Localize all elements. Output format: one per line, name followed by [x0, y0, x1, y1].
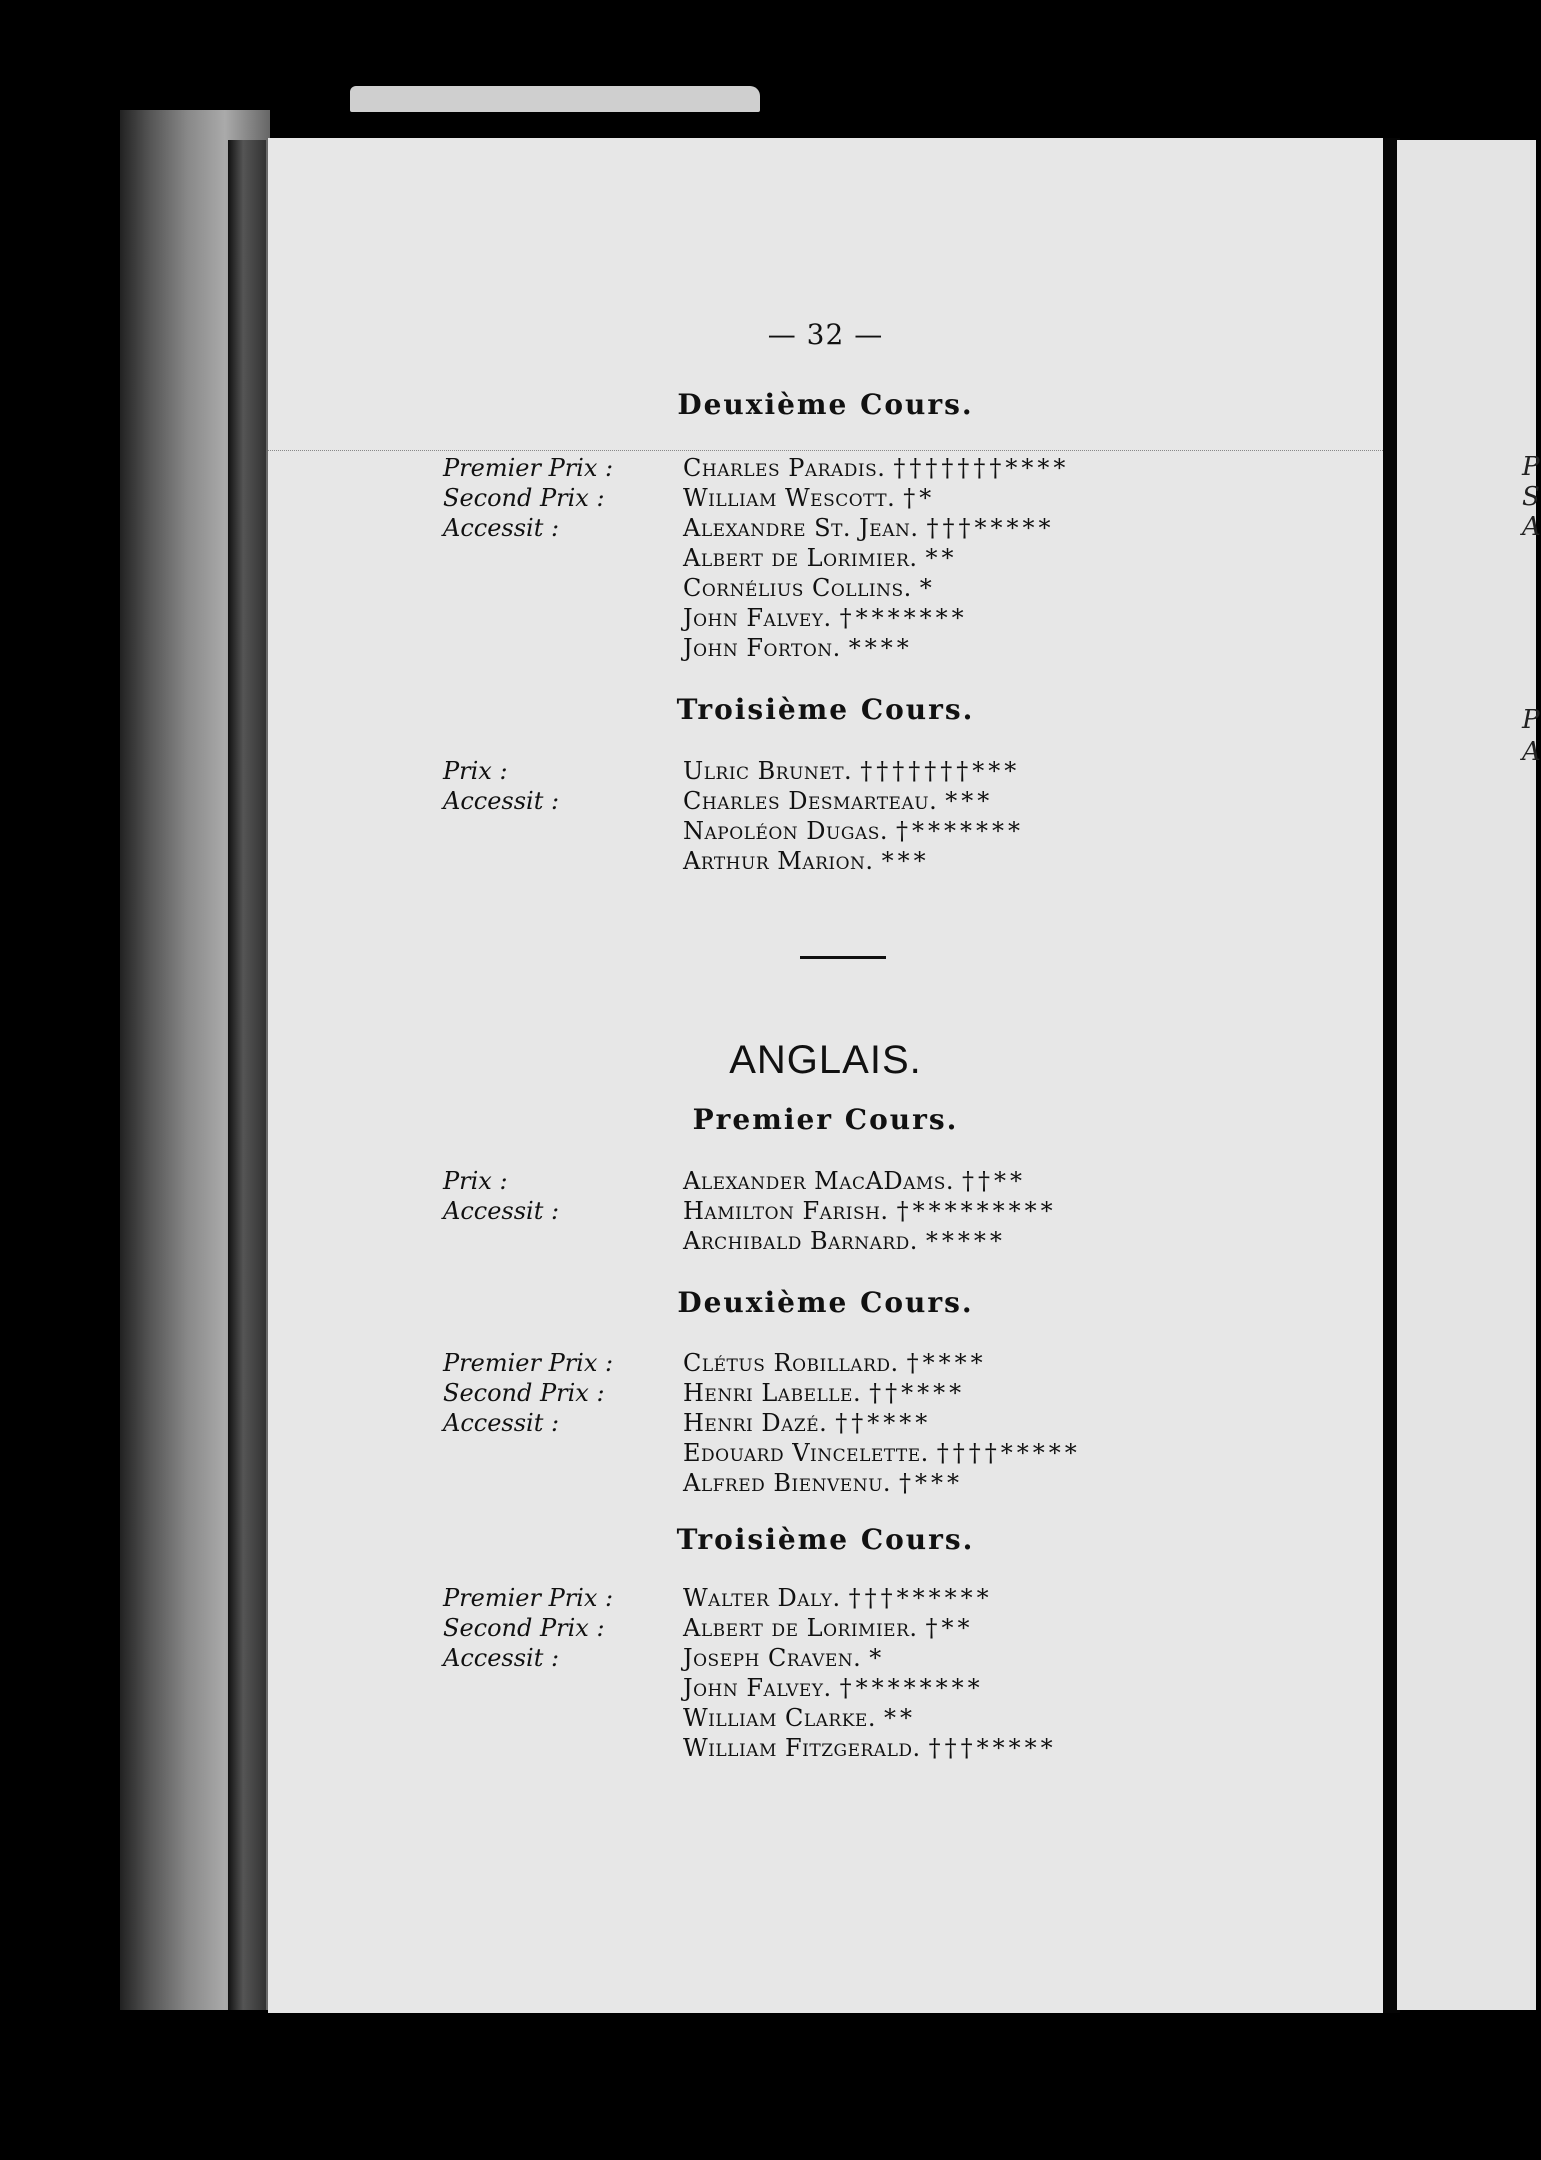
prize-label: Premier Prix :: [443, 1349, 614, 1377]
prize-label: Second Prix :: [443, 1614, 605, 1642]
student-name: Alfred Bienvenu.: [683, 1469, 892, 1497]
facing-page-fragment: P: [1522, 452, 1540, 482]
student-name: John Forton.: [683, 634, 841, 662]
student-name: Arthur Marion.: [683, 847, 874, 875]
student-entry: [683, 633, 913, 663]
merit-marks: ***: [945, 787, 994, 815]
prize-row: [268, 786, 1383, 816]
prize-row: [268, 543, 1383, 573]
student-name: Clétus Robillard.: [683, 1349, 899, 1377]
student-name: Albert de Lorimier.: [683, 1614, 918, 1642]
student-entry: [683, 1583, 993, 1613]
merit-marks: †********: [839, 1674, 984, 1702]
prize-label: Accessit :: [443, 514, 560, 542]
prize-row: [268, 1673, 1383, 1703]
prize-label: Accessit :: [443, 1409, 560, 1437]
merit-marks: †*******: [896, 817, 1024, 845]
merit-marks: †*: [903, 484, 936, 512]
section-heading: Troisième Cours.: [676, 1523, 975, 1556]
merit-marks: ††****: [869, 1379, 966, 1407]
student-entry: [683, 1703, 916, 1733]
student-entry: [683, 786, 993, 816]
merit-marks: †††*****: [928, 1734, 1057, 1762]
student-entry: [683, 1468, 963, 1498]
prize-row: [268, 483, 1383, 513]
student-entry: [683, 1378, 965, 1408]
student-name: Albert de Lorimier.: [683, 544, 918, 572]
prize-label: Premier Prix :: [443, 1584, 614, 1612]
student-name: Charles Desmarteau.: [683, 787, 938, 815]
merit-marks: **: [925, 544, 958, 572]
prize-label: Prix :: [443, 1167, 508, 1195]
student-name: Ulric Brunet.: [683, 757, 853, 785]
prize-label: Accessit :: [443, 1197, 560, 1225]
student-name: William Clarke.: [683, 1704, 876, 1732]
merit-marks: *****: [925, 1227, 1006, 1255]
prize-row: [268, 846, 1383, 876]
merit-marks: †****: [906, 1349, 987, 1377]
student-entry: [683, 1643, 885, 1673]
prize-row: [268, 603, 1383, 633]
student-entry: [683, 1196, 1057, 1226]
student-name: Alexandre St. Jean.: [683, 514, 919, 542]
merit-marks: †††*****: [926, 514, 1055, 542]
student-entry: [683, 1166, 1026, 1196]
student-entry: [683, 513, 1055, 543]
prize-label: Prix :: [443, 757, 508, 785]
section-heading: Deuxième Cours.: [677, 1286, 974, 1319]
student-entry: [683, 573, 936, 603]
merit-marks: **: [883, 1704, 916, 1732]
section-heading: Premier Cours.: [692, 1103, 959, 1136]
prize-row: [268, 1643, 1383, 1673]
student-entry: [683, 1438, 1081, 1468]
student-entry: [683, 816, 1024, 846]
student-name: Napoléon Dugas.: [683, 817, 888, 845]
prize-row: [268, 1226, 1383, 1256]
student-entry: [683, 543, 958, 573]
student-name: Hamilton Farish.: [683, 1197, 889, 1225]
student-entry: [683, 1613, 974, 1643]
prize-row: [268, 1438, 1383, 1468]
prize-row: [268, 1378, 1383, 1408]
student-entry: [683, 1408, 931, 1438]
student-name: Edouard Vincelette.: [683, 1439, 929, 1467]
merit-marks: ***: [881, 847, 930, 875]
merit-marks: †***: [899, 1469, 964, 1497]
prize-row: [268, 1468, 1383, 1498]
merit-marks: ††††*****: [936, 1439, 1081, 1467]
anglais-title: ANGLAIS.: [729, 1038, 922, 1082]
student-name: Walter Daly.: [683, 1584, 841, 1612]
prize-row: [268, 1166, 1383, 1196]
prize-label: Second Prix :: [443, 1379, 605, 1407]
merit-marks: †**: [925, 1614, 974, 1642]
facing-page: [1397, 140, 1536, 2010]
merit-marks: ††****: [835, 1409, 932, 1437]
document-page: [268, 138, 1383, 2013]
section-heading: Troisième Cours.: [676, 693, 975, 726]
prize-row: [268, 1733, 1383, 1763]
merit-marks: †††††††***: [860, 757, 1021, 785]
student-entry: [683, 846, 930, 876]
facing-page-fragment: P: [1522, 705, 1540, 735]
prize-row: [268, 453, 1383, 483]
prize-row: [268, 573, 1383, 603]
merit-marks: *: [919, 574, 936, 602]
prize-row: [268, 1196, 1383, 1226]
torn-paper-strip: [350, 86, 760, 112]
prize-label: Accessit :: [443, 787, 560, 815]
page-number: — 32 —: [767, 318, 884, 351]
student-entry: [683, 453, 1069, 483]
student-name: Archibald Barnard.: [683, 1227, 918, 1255]
prize-row: [268, 1583, 1383, 1613]
prize-row: [268, 1613, 1383, 1643]
facing-page-fragment: A: [1522, 512, 1541, 542]
facing-page-fragment: A: [1522, 737, 1541, 767]
student-name: Charles Paradis.: [683, 454, 886, 482]
student-name: Alexander MacADams.: [683, 1167, 955, 1195]
prize-row: [268, 513, 1383, 543]
student-name: Joseph Craven.: [683, 1644, 862, 1672]
dotted-line-artifact: [268, 450, 1383, 451]
prize-row: [268, 633, 1383, 663]
prize-label: Accessit :: [443, 1644, 560, 1672]
facing-page-fragment: S: [1522, 482, 1540, 512]
student-entry: [683, 483, 935, 513]
student-name: Henri Dazé.: [683, 1409, 828, 1437]
student-name: Cornélius Collins.: [683, 574, 912, 602]
student-entry: [683, 603, 968, 633]
student-entry: [683, 1673, 984, 1703]
section-divider: [800, 956, 886, 959]
student-name: William Fitzgerald.: [683, 1734, 921, 1762]
section-heading: Deuxième Cours.: [677, 388, 974, 421]
merit-marks: †*********: [896, 1197, 1057, 1225]
merit-marks: ****: [848, 634, 913, 662]
student-name: Henri Labelle.: [683, 1379, 862, 1407]
student-name: John Falvey.: [683, 1674, 832, 1702]
student-entry: [683, 756, 1020, 786]
student-name: William Wescott.: [683, 484, 896, 512]
merit-marks: †††††††****: [893, 454, 1070, 482]
prize-row: [268, 1703, 1383, 1733]
prize-row: [268, 1348, 1383, 1378]
prize-row: [268, 756, 1383, 786]
merit-marks: †*******: [839, 604, 968, 632]
prize-label: Second Prix :: [443, 484, 605, 512]
student-name: John Falvey.: [683, 604, 832, 632]
student-entry: [683, 1226, 1006, 1256]
student-entry: [683, 1733, 1057, 1763]
merit-marks: †††******: [848, 1584, 993, 1612]
merit-marks: ††**: [962, 1167, 1027, 1195]
student-entry: [683, 1348, 987, 1378]
merit-marks: *: [869, 1644, 886, 1672]
prize-row: [268, 816, 1383, 846]
book-spine: [228, 140, 266, 2010]
prize-row: [268, 1408, 1383, 1438]
prize-label: Premier Prix :: [443, 454, 614, 482]
